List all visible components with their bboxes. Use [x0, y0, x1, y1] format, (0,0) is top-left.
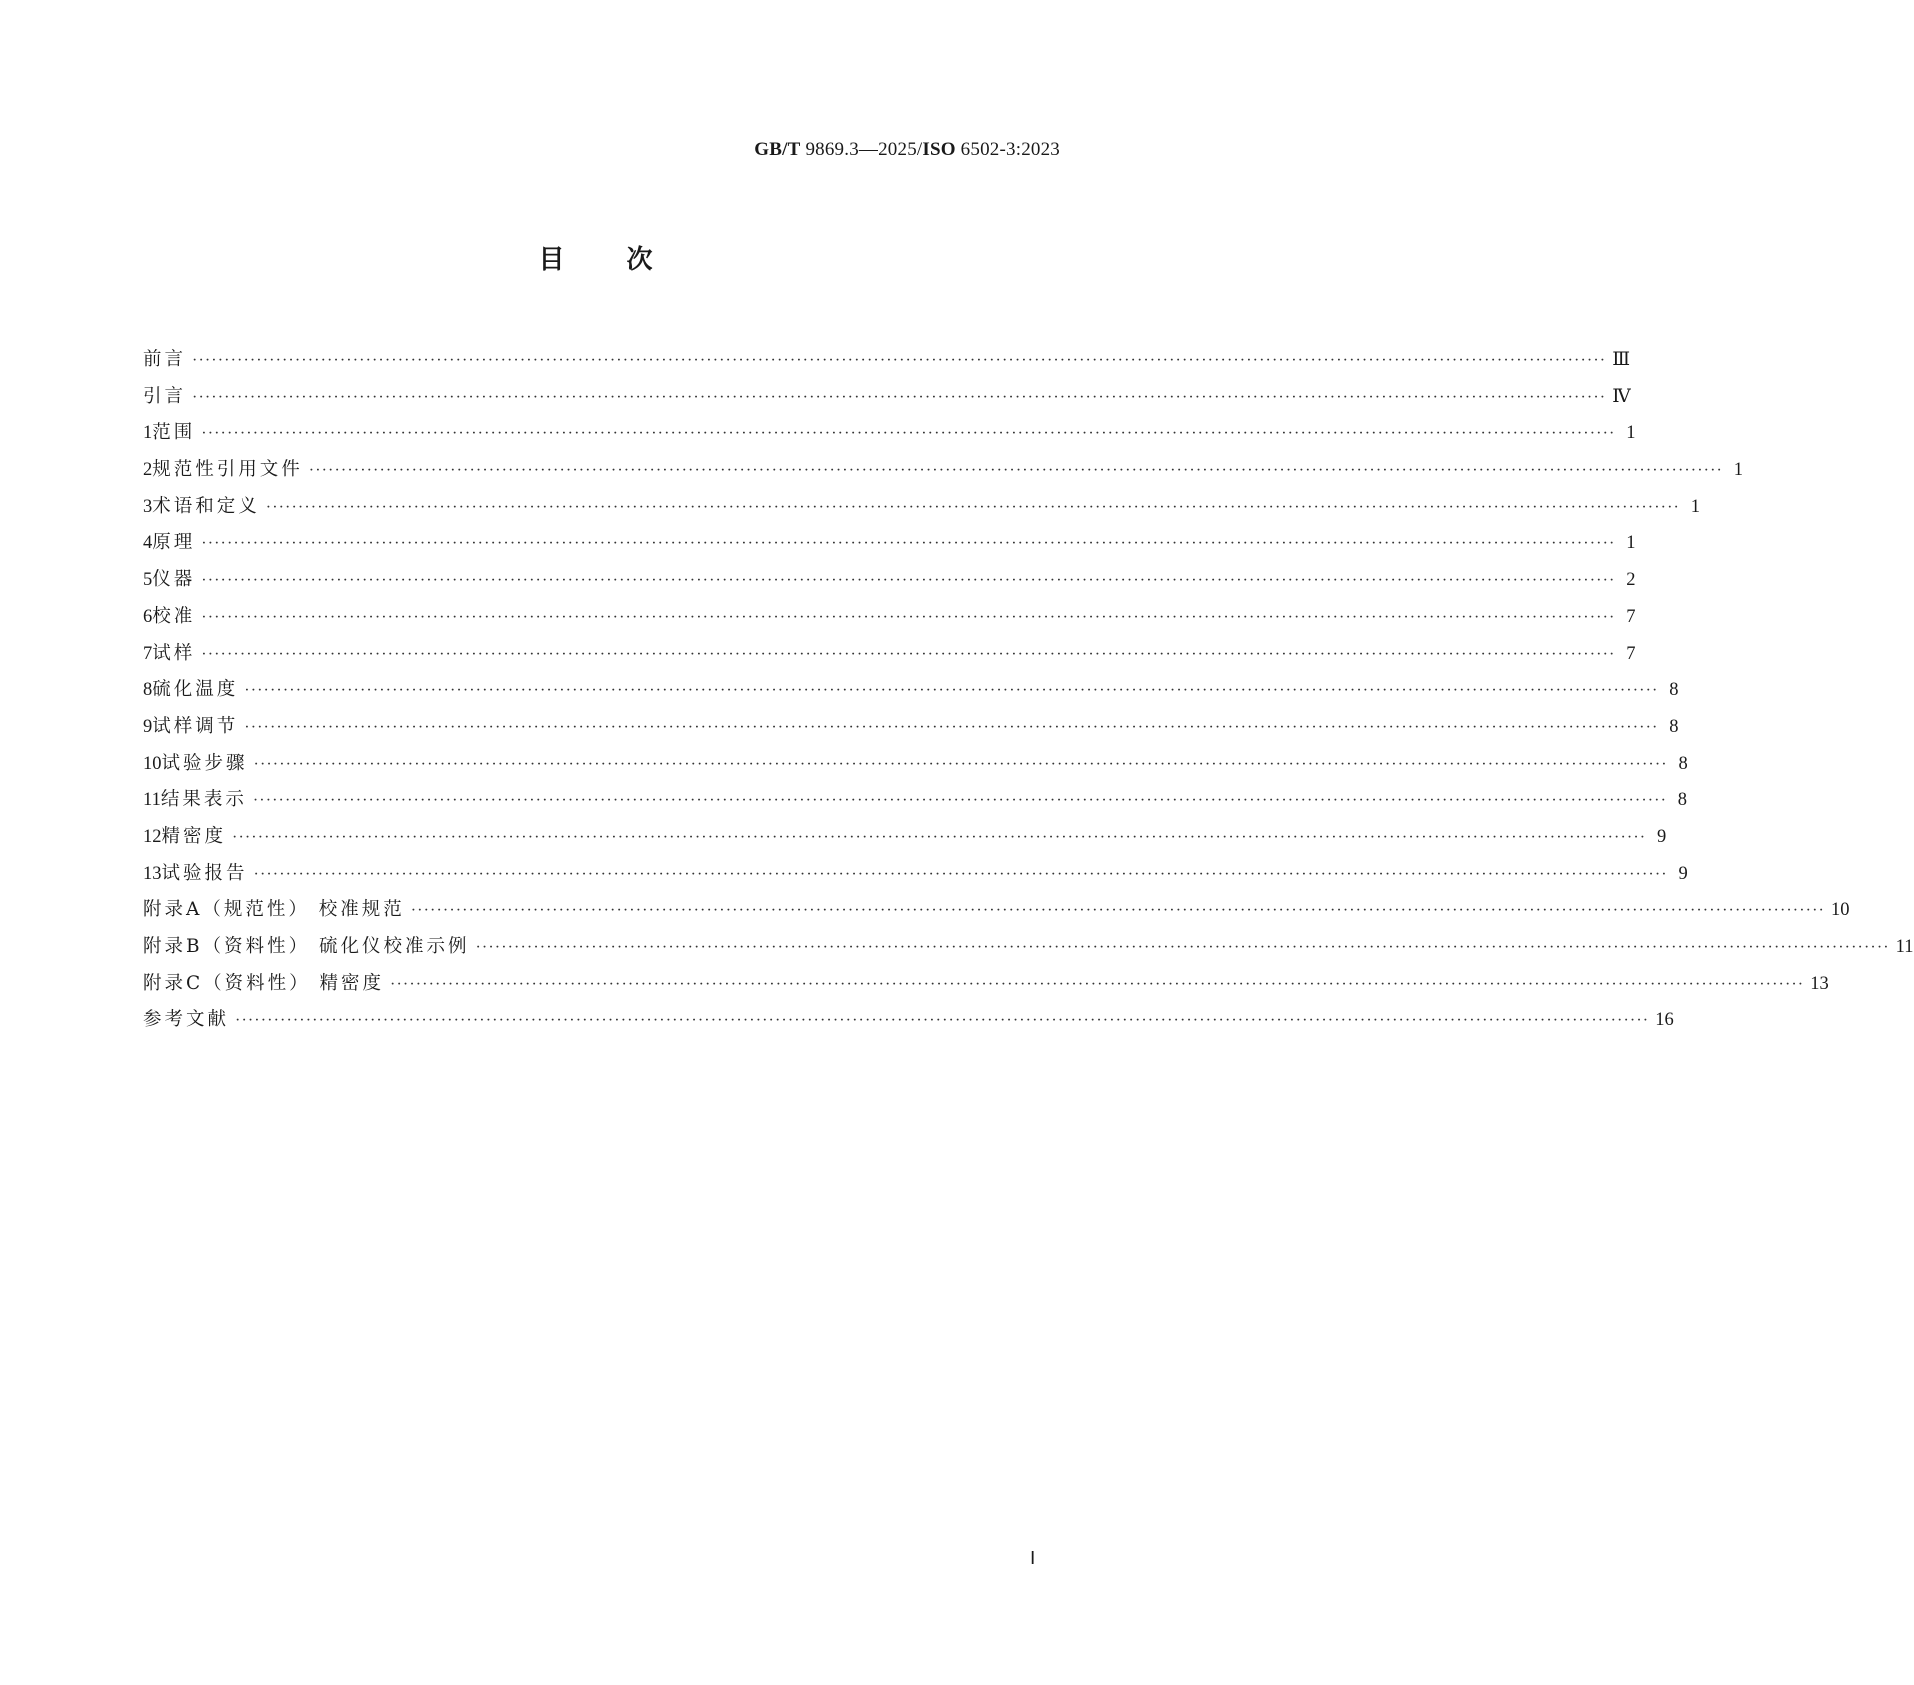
document-code	[754, 139, 1060, 161]
toc-entry-number: 12	[143, 826, 162, 847]
toc-entry-page: 7	[1626, 606, 1636, 627]
toc-entry-label: 试样调节	[152, 715, 239, 737]
toc-entry-number: 2	[143, 460, 153, 481]
toc-dot-leader: ····························································································································································································································	[201, 645, 1616, 663]
toc-entry-page: 13	[1810, 973, 1829, 994]
toc-dot-leader: ····························································································································································································································	[252, 792, 1668, 810]
toc-entry-number: 1	[143, 423, 153, 444]
toc-entry-number: 11	[143, 790, 161, 811]
toc-entry-page: Ⅳ	[1612, 386, 1631, 407]
toc-entry-label: 参考文献	[143, 1009, 230, 1031]
page-number: Ⅰ	[1030, 1548, 1036, 1568]
doc-code-prefix: GB/T	[754, 139, 801, 160]
toc-entry-page: 1	[1626, 533, 1636, 554]
toc-entry[interactable]	[143, 525, 1636, 562]
toc-entry-label: 试验步骤	[161, 752, 248, 774]
toc-entry-number: 5	[143, 570, 153, 591]
table-of-contents	[143, 342, 1914, 1039]
toc-entry[interactable]	[143, 1002, 1674, 1039]
toc-entry-number: 13	[143, 863, 162, 884]
toc-entry[interactable]	[143, 452, 1743, 489]
doc-code-suffix: 6502-3:2023	[955, 139, 1060, 160]
toc-entry[interactable]	[143, 782, 1688, 819]
toc-entry[interactable]	[143, 966, 1829, 1003]
toc-entry[interactable]	[143, 599, 1636, 636]
toc-entry-number: 4	[143, 533, 153, 554]
toc-dot-leader: ····························································································································································································································	[253, 865, 1668, 883]
toc-entry-page: 1	[1626, 423, 1636, 444]
toc-entry[interactable]	[143, 819, 1667, 856]
toc-entry-page: 1	[1690, 496, 1700, 517]
toc-entry[interactable]	[143, 342, 1631, 379]
toc-entry-page: 8	[1678, 753, 1688, 774]
toc-entry-label: 术语和定义	[152, 495, 260, 517]
toc-entry-label: 前言	[143, 349, 187, 370]
toc-entry[interactable]	[143, 892, 1850, 929]
toc-entry-page: 1	[1733, 460, 1743, 481]
doc-code-mid: 9869.3—2025/	[800, 139, 923, 160]
toc-entry-label: 范围	[152, 422, 196, 444]
toc-dot-leader: ····························································································································································································································	[192, 352, 1607, 369]
toc-dot-leader: ····························································································································································································································	[244, 682, 1659, 700]
toc-entry-label: 附录C（资料性） 精密度	[143, 972, 385, 994]
toc-dot-leader: ····························································································································································································································	[201, 608, 1616, 626]
toc-entry-label: 附录A（规范性） 校准规范	[143, 899, 405, 921]
toc-dot-leader: ····························································································································································································································	[265, 498, 1680, 516]
toc-entry-label: 校准	[152, 605, 196, 627]
toc-entry-number: 6	[143, 606, 153, 627]
toc-entry-page: Ⅲ	[1612, 350, 1631, 370]
toc-dot-leader: ····························································································································································································································	[201, 572, 1616, 590]
toc-entry-number: 3	[143, 496, 153, 517]
toc-entry[interactable]	[143, 709, 1679, 746]
toc-entry[interactable]	[143, 856, 1688, 893]
toc-dot-leader: ····························································································································································································································	[475, 939, 1890, 956]
toc-entry-label: 精密度	[161, 825, 227, 847]
toc-dot-leader: ····························································································································································································································	[308, 462, 1723, 480]
toc-title: 目次	[538, 245, 715, 275]
toc-entry[interactable]	[143, 746, 1688, 783]
toc-entry-page: 7	[1626, 643, 1636, 664]
doc-code-iso: ISO	[922, 139, 956, 160]
toc-entry-page: 2	[1626, 570, 1636, 591]
toc-entry-label: 引言	[143, 385, 187, 407]
toc-dot-leader: ····························································································································································································································	[235, 1012, 1650, 1030]
toc-entry-label: 试样	[152, 642, 196, 664]
toc-entry-label: 原理	[152, 532, 196, 554]
toc-dot-leader: ····························································································································································································································	[232, 828, 1647, 846]
toc-entry-page: 16	[1655, 1010, 1674, 1031]
toc-entry-number: 8	[143, 680, 153, 701]
toc-dot-leader: ····························································································································································································································	[390, 975, 1805, 993]
toc-entry-label: 硫化温度	[152, 679, 239, 701]
toc-entry[interactable]	[143, 489, 1700, 526]
toc-dot-leader: ····························································································································································································································	[410, 902, 1825, 920]
toc-entry-page: 10	[1830, 900, 1850, 921]
toc-entry[interactable]	[143, 415, 1636, 452]
toc-entry[interactable]	[143, 636, 1636, 673]
toc-entry-number: 7	[143, 643, 153, 664]
toc-entry-label: 仪器	[152, 569, 196, 591]
toc-entry-page: 11	[1895, 937, 1914, 957]
toc-entry[interactable]	[143, 929, 1914, 966]
toc-dot-leader: ····························································································································································································································	[201, 425, 1616, 443]
toc-entry-page: 8	[1669, 716, 1679, 737]
toc-dot-leader: ····························································································································································································································	[201, 535, 1616, 553]
toc-entry-page: 8	[1677, 790, 1688, 811]
toc-dot-leader: ····························································································································································································································	[244, 718, 1659, 736]
toc-entry-label: 结果表示	[160, 789, 247, 811]
toc-entry[interactable]	[143, 562, 1636, 599]
toc-entry-page: 9	[1656, 826, 1667, 847]
toc-dot-leader: ····························································································································································································································	[253, 755, 1668, 773]
toc-entry[interactable]	[143, 379, 1631, 416]
toc-entry-label: 规范性引用文件	[152, 459, 303, 481]
toc-entry-number: 9	[143, 716, 153, 737]
toc-entry-page: 8	[1669, 680, 1679, 701]
toc-entry-number: 10	[143, 753, 162, 774]
toc-entry-page: 9	[1678, 863, 1688, 884]
toc-entry[interactable]	[143, 672, 1679, 709]
toc-entry-label: 附录B（资料性） 硫化仪校准示例	[143, 936, 470, 957]
toc-entry-label: 试验报告	[161, 862, 248, 884]
toc-dot-leader: ····························································································································································································································	[192, 388, 1607, 406]
